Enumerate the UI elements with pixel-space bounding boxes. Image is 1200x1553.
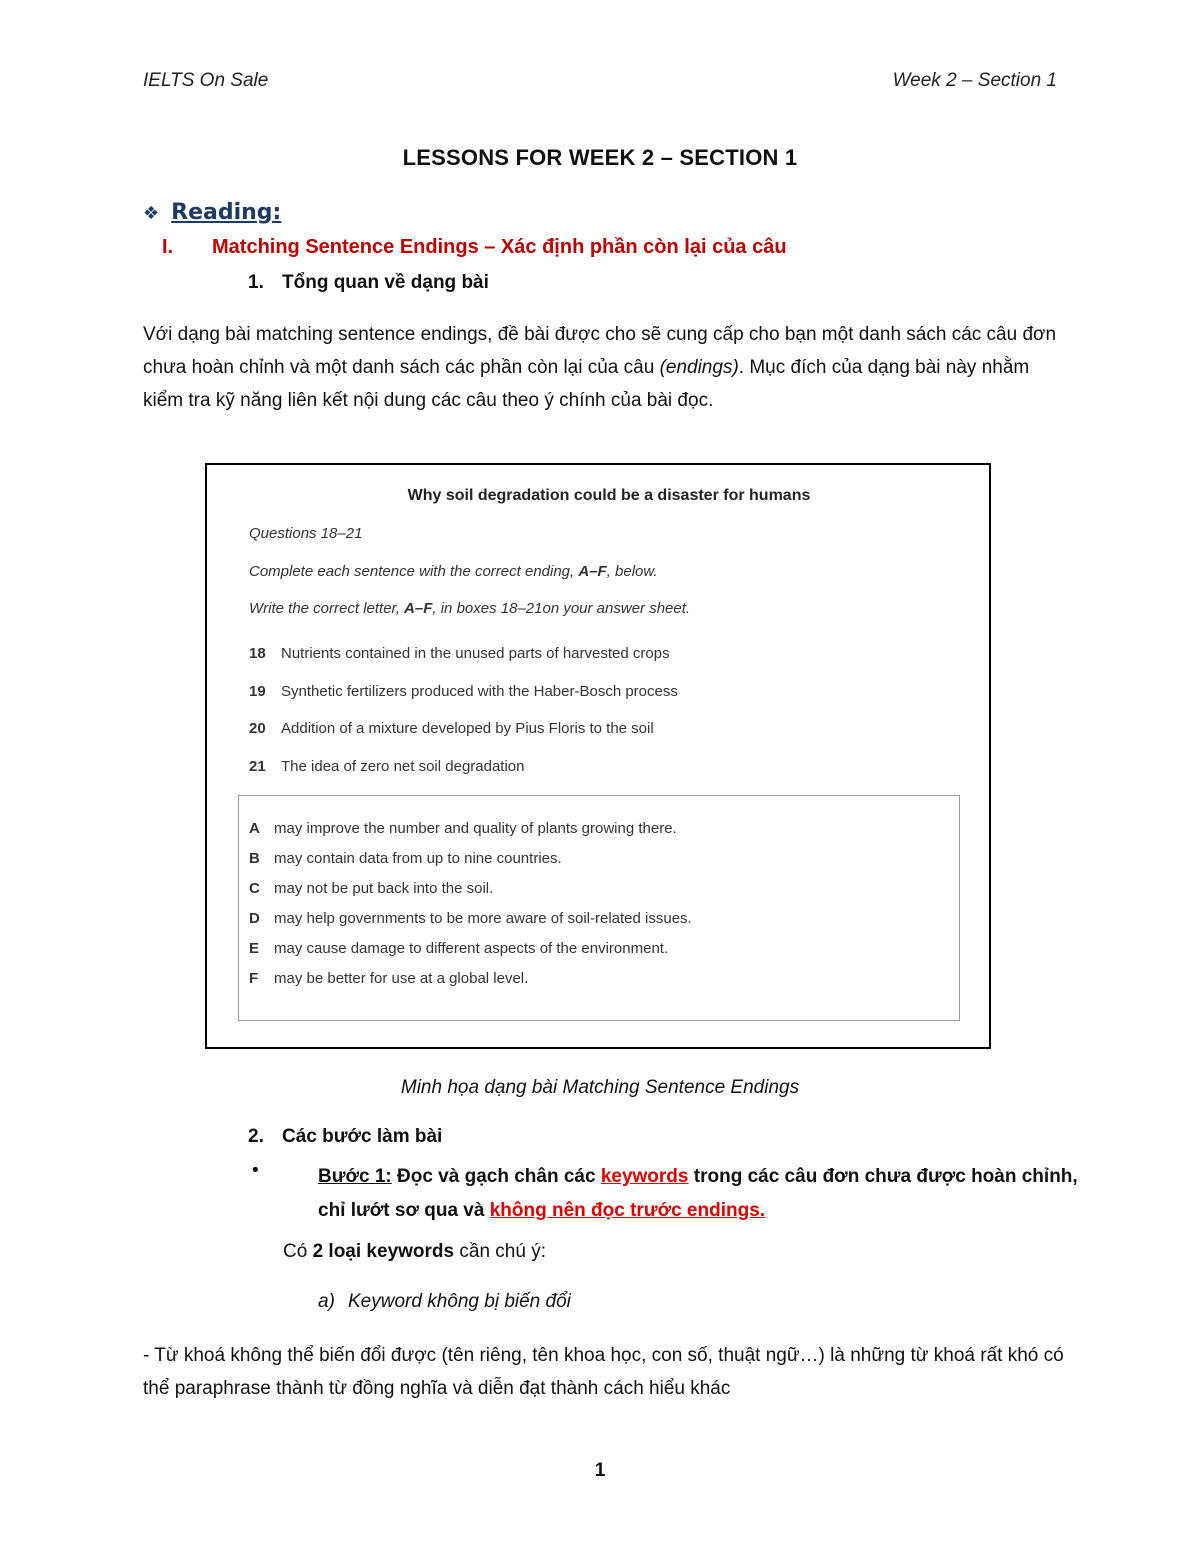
page-title: LESSONS FOR WEEK 2 – SECTION 1 [402,145,798,170]
subsection-heading-overview [248,272,489,294]
ending-item [249,880,493,897]
list-marker: a) [318,1291,335,1312]
question-item [249,645,670,662]
question-item [249,720,654,737]
instr-text: Complete each sentence with the correct ending, [249,563,579,580]
types-text: Có [283,1241,313,1262]
ending-letter: D [249,910,260,927]
figure-title: Why soil degradation could be a disaster for humans [407,487,811,504]
ending-item [249,850,562,867]
ending-item [249,820,677,837]
ending-letter: F [249,970,259,987]
keywords-highlight: keywords [600,1166,689,1187]
subsection-title: Tổng quan về dạng bài [282,272,489,293]
question-number: 18 [249,645,266,662]
question-number: 19 [249,683,266,700]
intro-paragraph [143,318,1063,417]
intro-text-end: . Mục đích của dạng bài này nhằm kiểm tra kỹ năng liên kết nội dung các câu theo ý chính của bài đọc. [143,357,1030,411]
step-text: trong các câu đơn chưa được hoàn chỉnh, chỉ lướt sơ qua và [318,1166,1078,1221]
question-text: The idea of zero net soil degradation [281,758,525,775]
keyword-type-a [318,1291,571,1313]
step-1-text [318,1160,1078,1228]
figure-caption: Minh họa dạng bài Matching Sentence Endings [400,1077,800,1098]
ending-text: may be better for use at a global level. [274,970,529,987]
ending-text: may help governments to be more aware of soil-related issues. [274,910,692,927]
step-label: Bước 1: [318,1166,392,1187]
question-text: Addition of a mixture developed by Pius Floris to the soil [281,720,654,737]
intro-text: Với dạng bài matching sentence endings, đề bài được cho sẽ cung cấp cho bạn một danh sách các câu đơn chưa hoàn chỉnh và một danh sách các phần còn lại của câu [143,324,1057,378]
ending-letter: C [249,880,260,897]
instr-bold: A–F [404,600,433,617]
keyword-type-a-text: Keyword không bị biến đổi [348,1291,571,1312]
question-number: 21 [249,758,266,775]
question-text: Synthetic fertilizers produced with the Haber-Bosch process [281,683,678,700]
question-number: 20 [249,720,266,737]
instr-bold: A–F [578,563,607,580]
ending-letter: A [249,820,260,837]
reading-heading [143,199,281,225]
header-left-text: IELTS On Sale [143,70,269,91]
ending-text: may improve the number and quality of plants growing there. [274,820,677,837]
figure-questions-label: Questions 18–21 [249,525,363,542]
subsection-title: Các bước làm bài [282,1126,443,1147]
bullet-icon: • [252,1160,259,1181]
ending-text: may not be put back into the soil. [274,880,494,897]
instr-text: , below. [606,563,658,580]
section-heading [162,236,787,259]
subsection-number: 2. [248,1126,264,1147]
question-item [249,683,678,700]
subsection-number: 1. [248,272,264,293]
header-right-text: Week 2 – Section 1 [892,70,1057,91]
instr-text: Write the correct letter, [249,600,405,617]
ending-text: may cause damage to different aspects of the environment. [274,940,669,957]
question-item [249,758,525,775]
instr-text: , in boxes 18–21on your answer sheet. [432,600,691,617]
figure-instruction-1 [249,563,658,580]
ending-item [249,970,528,987]
types-bold: 2 loại keywords [312,1241,455,1262]
intro-italic: (endings) [659,357,739,378]
types-text: cần chú ý: [454,1241,546,1262]
section-title: Matching Sentence Endings – Xác định phần còn lại của câu [212,236,787,258]
reading-label: Reading: [171,200,282,225]
keyword-types-line [283,1241,546,1263]
ending-item [249,940,668,957]
step-text: Đọc và gạch chân các [391,1166,601,1187]
ending-item [249,910,692,927]
ending-letter: E [249,940,260,957]
description-paragraph: - Từ khoá không thể biến đổi được (tên riêng, tên khoa học, con số, thuật ngữ…) là những từ khoá rất khó có thể paraphrase thành từ đồng nghĩa và diễn đạt thành cách hiểu khác [143,1345,1064,1399]
warning-highlight: không nên đọc trước endings. [489,1200,766,1221]
ending-letter: B [249,850,260,867]
page-number: 1 [594,1460,606,1481]
section-number: I. [162,236,174,258]
ending-text: may contain data from up to nine countries. [274,850,562,867]
question-text: Nutrients contained in the unused parts of harvested crops [281,645,670,662]
diamond-bullet-icon: ❖ [143,203,160,223]
figure-instruction-2 [249,600,690,617]
subsection-heading-steps [248,1126,442,1148]
